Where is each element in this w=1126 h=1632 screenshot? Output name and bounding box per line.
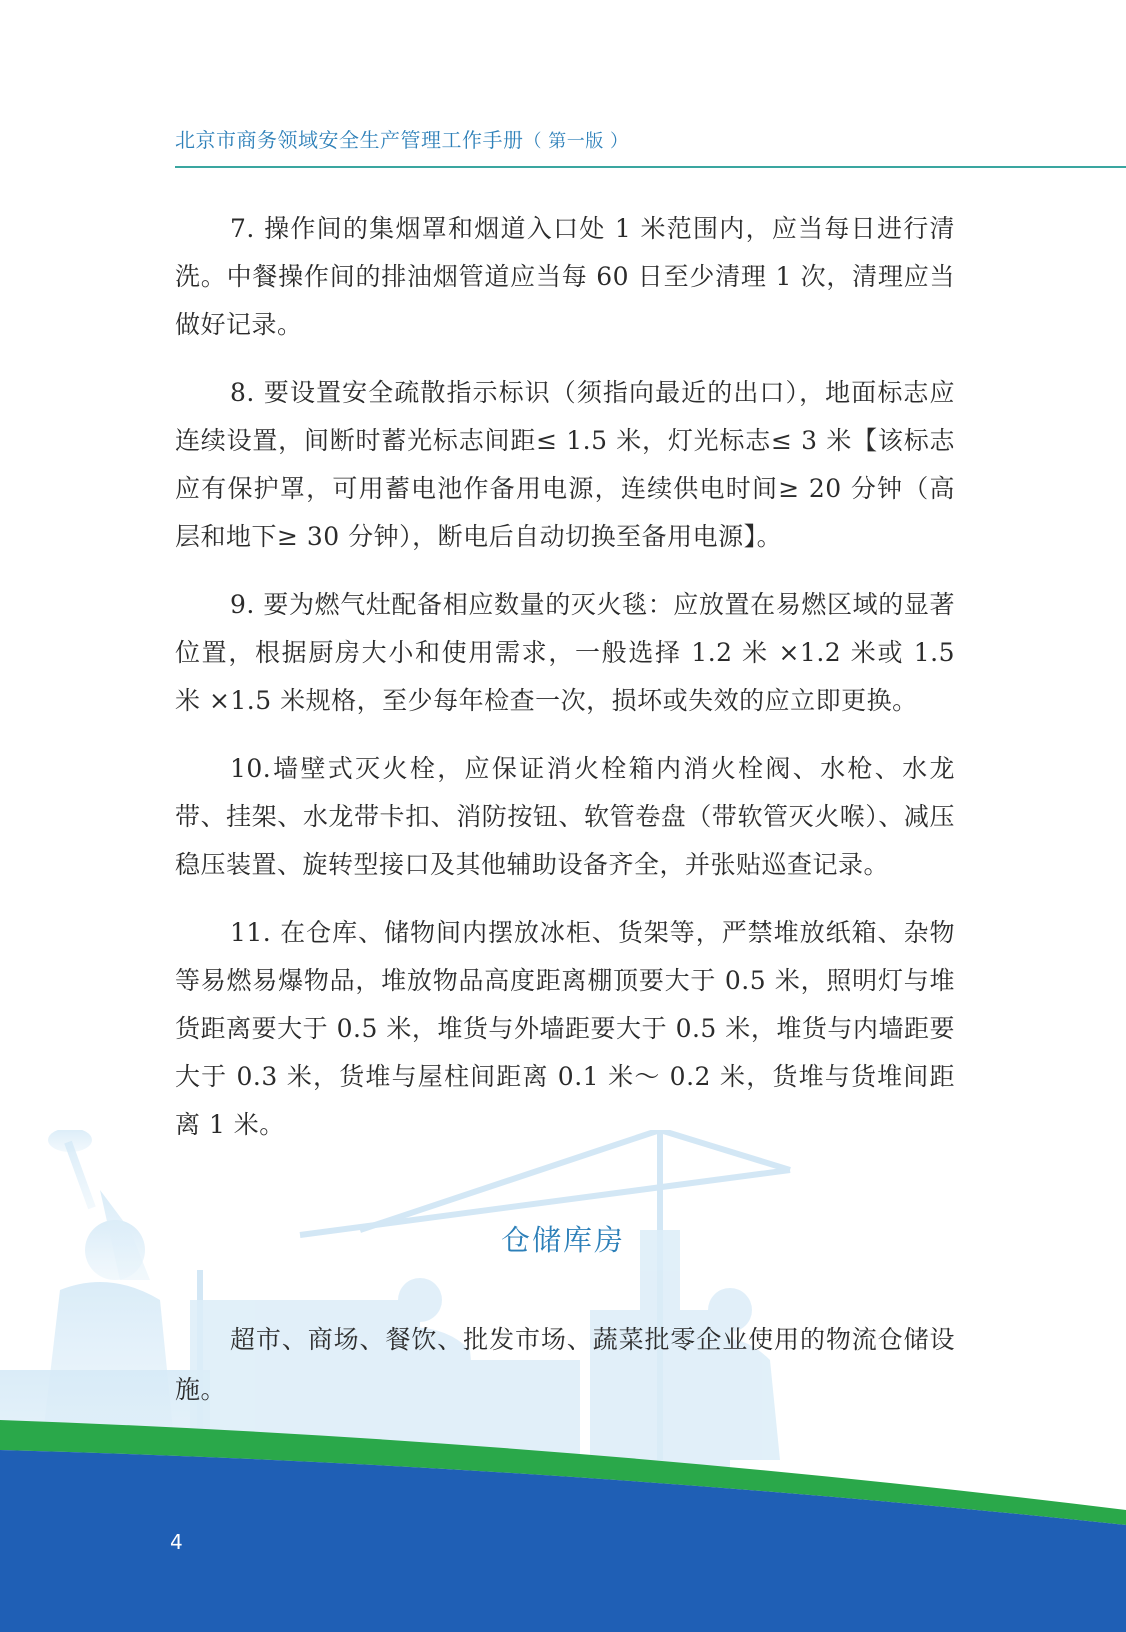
- running-header: [175, 124, 628, 153]
- handbook-title: 北京市商务领域安全生产管理工作手册: [175, 128, 524, 152]
- body-text: [175, 205, 955, 1169]
- header-divider: [175, 166, 1126, 168]
- blue-footer-band: [0, 1450, 1126, 1632]
- section-description: 超市、商场、餐饮、批发市场、蔬菜批零企业使用的物流仓储设施。: [175, 1325, 955, 1404]
- paragraph-item-8: 8. 要设置安全疏散指示标识（须指向最近的出口），地面标志应连续设置，间断时蓄光标志间距≤ 1.5 米，灯光标志≤ 3 米【该标志应有保护罩，可用蓄电池作备用电源，连续供电时间≥ 20 分钟（高层和地下≥ 30 分钟），断电后自动切换至备用电源】。: [175, 378, 955, 551]
- paragraph-item-11: 11. 在仓库、储物间内摆放冰柜、货架等，严禁堆放纸箱、杂物等易燃易爆物品，堆放物品高度距离棚顶要大于 0.5 米，照明灯与堆货距离要大于 0.5 米，堆货与外墙距要大于 0.5 米，堆货与内墙距要大于 0.3 米，货堆与屋柱间距离 0.1 米～ 0.2 米，货堆与货堆间距离 1 米。: [175, 918, 955, 1139]
- paragraph-item-9: 9. 要为燃气灶配备相应数量的灭火毯：应放置在易燃区域的显著位置，根据厨房大小和使用需求，一般选择 1.2 米 ×1.2 米或 1.5 米 ×1.5 米规格，至少每年检查一次，损坏或失效的应立即更换。: [175, 590, 955, 715]
- edition-label: （ 第一版 ）: [523, 131, 629, 152]
- paragraph-item-7: 7. 操作间的集烟罩和烟道入口处 1 米范围内，应当每日进行清洗。中餐操作间的排油烟管道应当每 60 日至少清理 1 次，清理应当做好记录。: [175, 214, 955, 339]
- page-number: 4: [170, 1530, 183, 1554]
- section-heading: 仓储库房: [500, 1223, 625, 1257]
- paragraph-item-10: 10.墙壁式灭火栓，应保证消火栓箱内消火栓阀、水枪、水龙带、挂架、水龙带卡扣、消防按钮、软管卷盘（带软管灭火喉）、减压稳压装置、旋转型接口及其他辅助设备齐全，并张贴巡查记录。: [175, 754, 955, 879]
